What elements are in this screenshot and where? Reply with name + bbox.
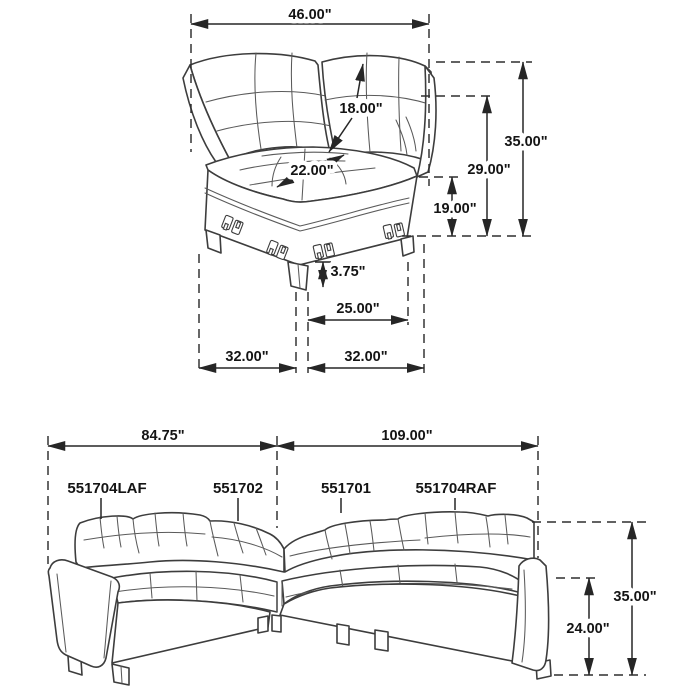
sectional-right-back bbox=[284, 512, 534, 572]
sectional-left-back bbox=[75, 513, 284, 572]
corner-front-width-dim: 25.00" bbox=[336, 301, 380, 317]
sectional-leg bbox=[112, 664, 129, 685]
part-number-raf: 551704RAF bbox=[415, 480, 497, 497]
corner-width-dim: 46.00" bbox=[288, 7, 332, 23]
part-number-armless-1: 551702 bbox=[212, 480, 264, 497]
corner-leg-height-dim: 3.75" bbox=[330, 264, 366, 280]
sectional-arm-height-dim: 24.00" bbox=[566, 621, 610, 637]
sectional-left-arm bbox=[48, 560, 119, 667]
sectional-leg bbox=[375, 630, 388, 651]
sectional-right-base bbox=[280, 584, 532, 665]
corner-leg bbox=[401, 236, 414, 256]
part-number-laf: 551704LAF bbox=[67, 480, 147, 497]
corner-back-cushion-dim: 18.00" bbox=[339, 101, 383, 117]
sectional-left-base bbox=[112, 600, 270, 663]
corner-right-depth-dim: 32.00" bbox=[344, 349, 388, 365]
part-number-armless-2: 551701 bbox=[320, 480, 372, 497]
corner-seat-depth-dim: 22.00" bbox=[290, 163, 334, 179]
sectional-overall-height-dim: 35.00" bbox=[613, 589, 657, 605]
sectional-right-width-dim: 109.00" bbox=[381, 428, 433, 444]
corner-back-height-dim: 29.00" bbox=[467, 162, 511, 178]
sectional-right-arm bbox=[512, 558, 549, 670]
corner-seat-height-dim: 19.00" bbox=[433, 201, 477, 217]
corner-left-depth-dim: 32.00" bbox=[225, 349, 269, 365]
sectional-leg bbox=[337, 624, 349, 645]
corner-overall-height-dim: 35.00" bbox=[504, 134, 548, 150]
sectional-leg bbox=[258, 616, 268, 633]
sectional-line-art bbox=[48, 512, 551, 685]
sectional-left-width-dim: 84.75" bbox=[141, 428, 185, 444]
sectional-leg bbox=[272, 615, 281, 632]
